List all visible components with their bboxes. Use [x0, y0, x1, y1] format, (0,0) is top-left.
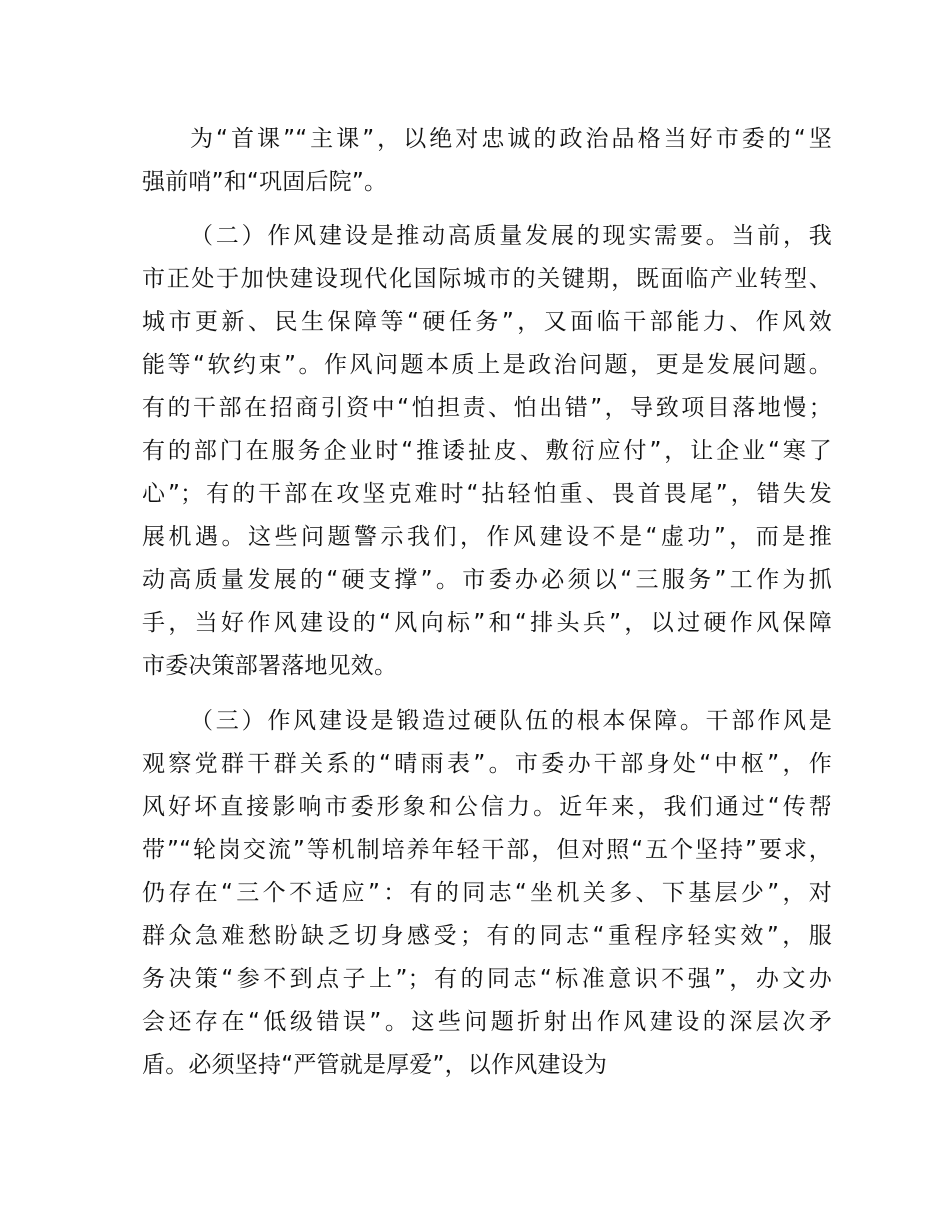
text-line: 动高质量发展的“硬支撑”。市委办必须以“三服务”工作为抓: [142, 567, 832, 593]
text-line: 心”；有的干部在攻坚克难时“拈轻怕重、畏首畏尾”，错失发: [142, 481, 832, 507]
text-line: 务决策“参不到点子上”；有的同志“标准意识不强”，办文办: [142, 966, 832, 992]
text-line: 群众急难愁盼缺乏切身感受；有的同志“重程序轻实效”，服: [142, 923, 832, 949]
text-line: 观察党群干群关系的“晴雨表”。市委办干部身处“中枢”，作: [142, 751, 832, 777]
paragraph-3: [142, 700, 832, 1087]
text-line: 带”“轮岗交流”等机制培养年轻干部，但对照“五个坚持”要求，: [142, 837, 832, 863]
text-line: 盾。必须坚持“严管就是厚爱”，以作风建设为: [142, 1052, 608, 1078]
text-line: 市委决策部署落地见效。: [142, 653, 398, 679]
text-line: 展机遇。这些问题警示我们，作风建设不是“虚功”，而是推: [142, 524, 832, 550]
paragraph-1: [142, 118, 832, 204]
text-line: 强前哨”和“巩固后院”。: [142, 169, 388, 195]
text-line: 市正处于加快建设现代化国际城市的关键期，既面临产业转型、: [142, 266, 832, 292]
paragraph-2: [142, 215, 832, 688]
text-line: 为“首课”“主课”，以绝对忠诚的政治品格当好市委的“坚: [190, 126, 832, 152]
text-line: 城市更新、民生保障等“硬任务”，又面临干部能力、作风效: [142, 309, 832, 335]
text-line: 会还存在“低级错误”。这些问题折射出作风建设的深层次矛: [142, 1009, 832, 1035]
text-line: 仍存在“三个不适应”：有的同志“坐机关多、下基层少”，对: [142, 880, 832, 906]
text-line: 手，当好作风建设的“风向标”和“排头兵”，以过硬作风保障: [142, 610, 832, 636]
text-line: 风好坏直接影响市委形象和公信力。近年来，我们通过“传帮: [142, 794, 832, 820]
text-line: 有的干部在招商引资中“怕担责、怕出错”，导致项目落地慢；: [142, 395, 832, 421]
text-line: 有的部门在服务企业时“推诿扯皮、敷衍应付”，让企业“寒了: [142, 438, 832, 464]
text-line: （二）作风建设是推动高质量发展的现实需要。当前，我: [190, 223, 832, 249]
text-line: 能等“软约束”。作风问题本质上是政治问题，更是发展问题。: [142, 352, 832, 378]
text-line: （三）作风建设是锻造过硬队伍的根本保障。干部作风是: [190, 708, 832, 734]
